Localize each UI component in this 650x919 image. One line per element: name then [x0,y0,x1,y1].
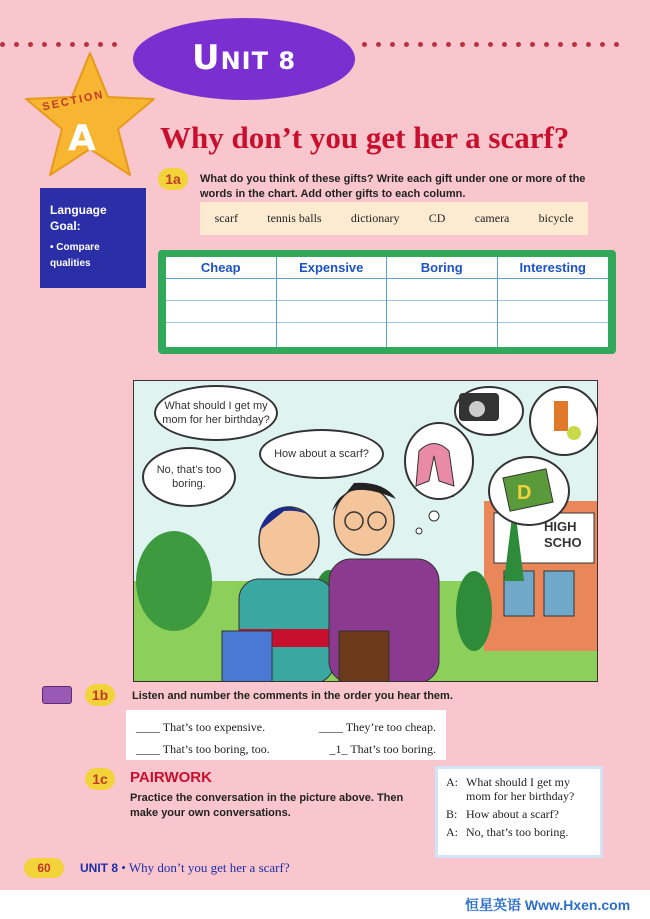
answer-item[interactable] [136,742,270,757]
footer-title: Why don’t you get her a scarf? [128,860,290,875]
page-title: Why don’t you get her a scarf? [160,120,570,155]
chart-column-cheap [166,257,277,347]
running-footer [80,860,290,876]
conversation-line [446,807,592,821]
pairwork-heading: PAIRWORK [130,769,212,786]
answer-item[interactable] [319,720,436,735]
chart-header: Interesting [498,257,609,279]
line-text: How about a scarf? [466,807,559,821]
chart-header: Expensive [277,257,387,279]
word-item: tennis balls [267,211,322,225]
dot-border-right [362,42,650,52]
exercise-1b-instruction: Listen and number the comments in the order you hear them. [132,690,453,702]
chart-cell[interactable] [166,301,276,323]
footer-unit: UNIT 8 [80,861,119,875]
chart-cell[interactable] [277,323,387,345]
chart-header: Boring [387,257,497,279]
language-goal-box [40,188,146,288]
exercise-1a-badge: 1a [158,168,188,190]
line-text: No, that’s too boring. [466,825,569,839]
chart-cell[interactable] [498,301,609,323]
footer-separator: • [121,860,126,875]
exercise-1c-instruction: Practice the conversation in the picture above. Then make your own conversations. [130,792,404,819]
speaker: A: [446,825,458,839]
line-text: What should I get my mom for her birthday? [466,775,575,803]
answer-blank[interactable]: ____ [136,741,160,756]
language-goal-item: • Compare qualities [50,242,100,269]
unit-prefix: U [191,38,221,78]
word-item: dictionary [350,211,400,225]
section-letter: A [68,118,96,159]
exercise-1a-instruction: What do you think of these gifts? Write each gift under one or more of the words in the chart. Add other gifts to each column. [200,173,586,200]
word-item: camera [474,211,510,225]
answer-row [136,716,436,738]
exercise-1b-badge: 1b [85,684,115,706]
answer-text: That’s too boring, too. [162,741,270,756]
speech-bubble-suggestion: How about a scarf? [259,429,384,479]
answer-item[interactable] [136,720,265,735]
section-label: SECTION [41,88,106,114]
speech-bubble-reply: No, that’s too boring. [142,447,236,507]
chart-cell[interactable] [498,279,609,301]
site-watermark[interactable]: 恒星英语 Www.Hxen.com [465,897,631,913]
answer-blank[interactable]: ____ [318,719,343,734]
answer-row [136,738,436,760]
answer-text: That’s too expensive. [162,719,266,734]
chart-column-expensive [277,257,388,347]
exercise-1c-badge: 1c [85,768,115,790]
svg-text:D: D [517,482,532,504]
chart-cell[interactable] [166,323,276,345]
chart-cell[interactable] [387,323,497,345]
chart-column-interesting [498,257,609,347]
illustration [133,380,598,682]
conversation-line [446,825,592,839]
unit-heading [133,38,355,78]
exercise-1b-box [126,710,446,760]
chart-cell[interactable] [498,323,609,345]
page-number: 60 [24,858,64,878]
cassette-icon [42,686,72,704]
answer-text: They’re too cheap. [345,719,436,734]
chart-cell[interactable] [277,301,387,323]
conversation-box [435,766,603,858]
word-item: scarf [214,211,238,225]
answer-blank[interactable]: _1_ [329,741,348,756]
school-sign: HIGH SCHO [544,519,582,550]
speaker: A: [446,775,458,789]
unit-rest: NIT 8 [220,47,297,75]
chart-cell[interactable] [277,279,387,301]
chart-header: Cheap [166,257,276,279]
answer-item[interactable] [330,742,436,757]
chart-column-boring [387,257,498,347]
gift-chart [166,257,608,347]
section-star-icon [20,45,160,185]
speaker: B: [446,807,458,821]
chart-cell[interactable] [387,301,497,323]
answer-blank[interactable]: ____ [136,719,160,734]
language-goal-title: Language Goal: [50,203,107,233]
conversation-line [446,775,592,803]
word-bank [200,202,588,235]
answer-text: That’s too boring. [350,741,436,756]
speech-bubble-question: What should I get my mom for her birthday? [154,385,278,441]
chart-cell[interactable] [166,279,276,301]
word-item: bicycle [538,211,574,225]
chart-cell[interactable] [387,279,497,301]
word-item: CD [428,211,446,225]
